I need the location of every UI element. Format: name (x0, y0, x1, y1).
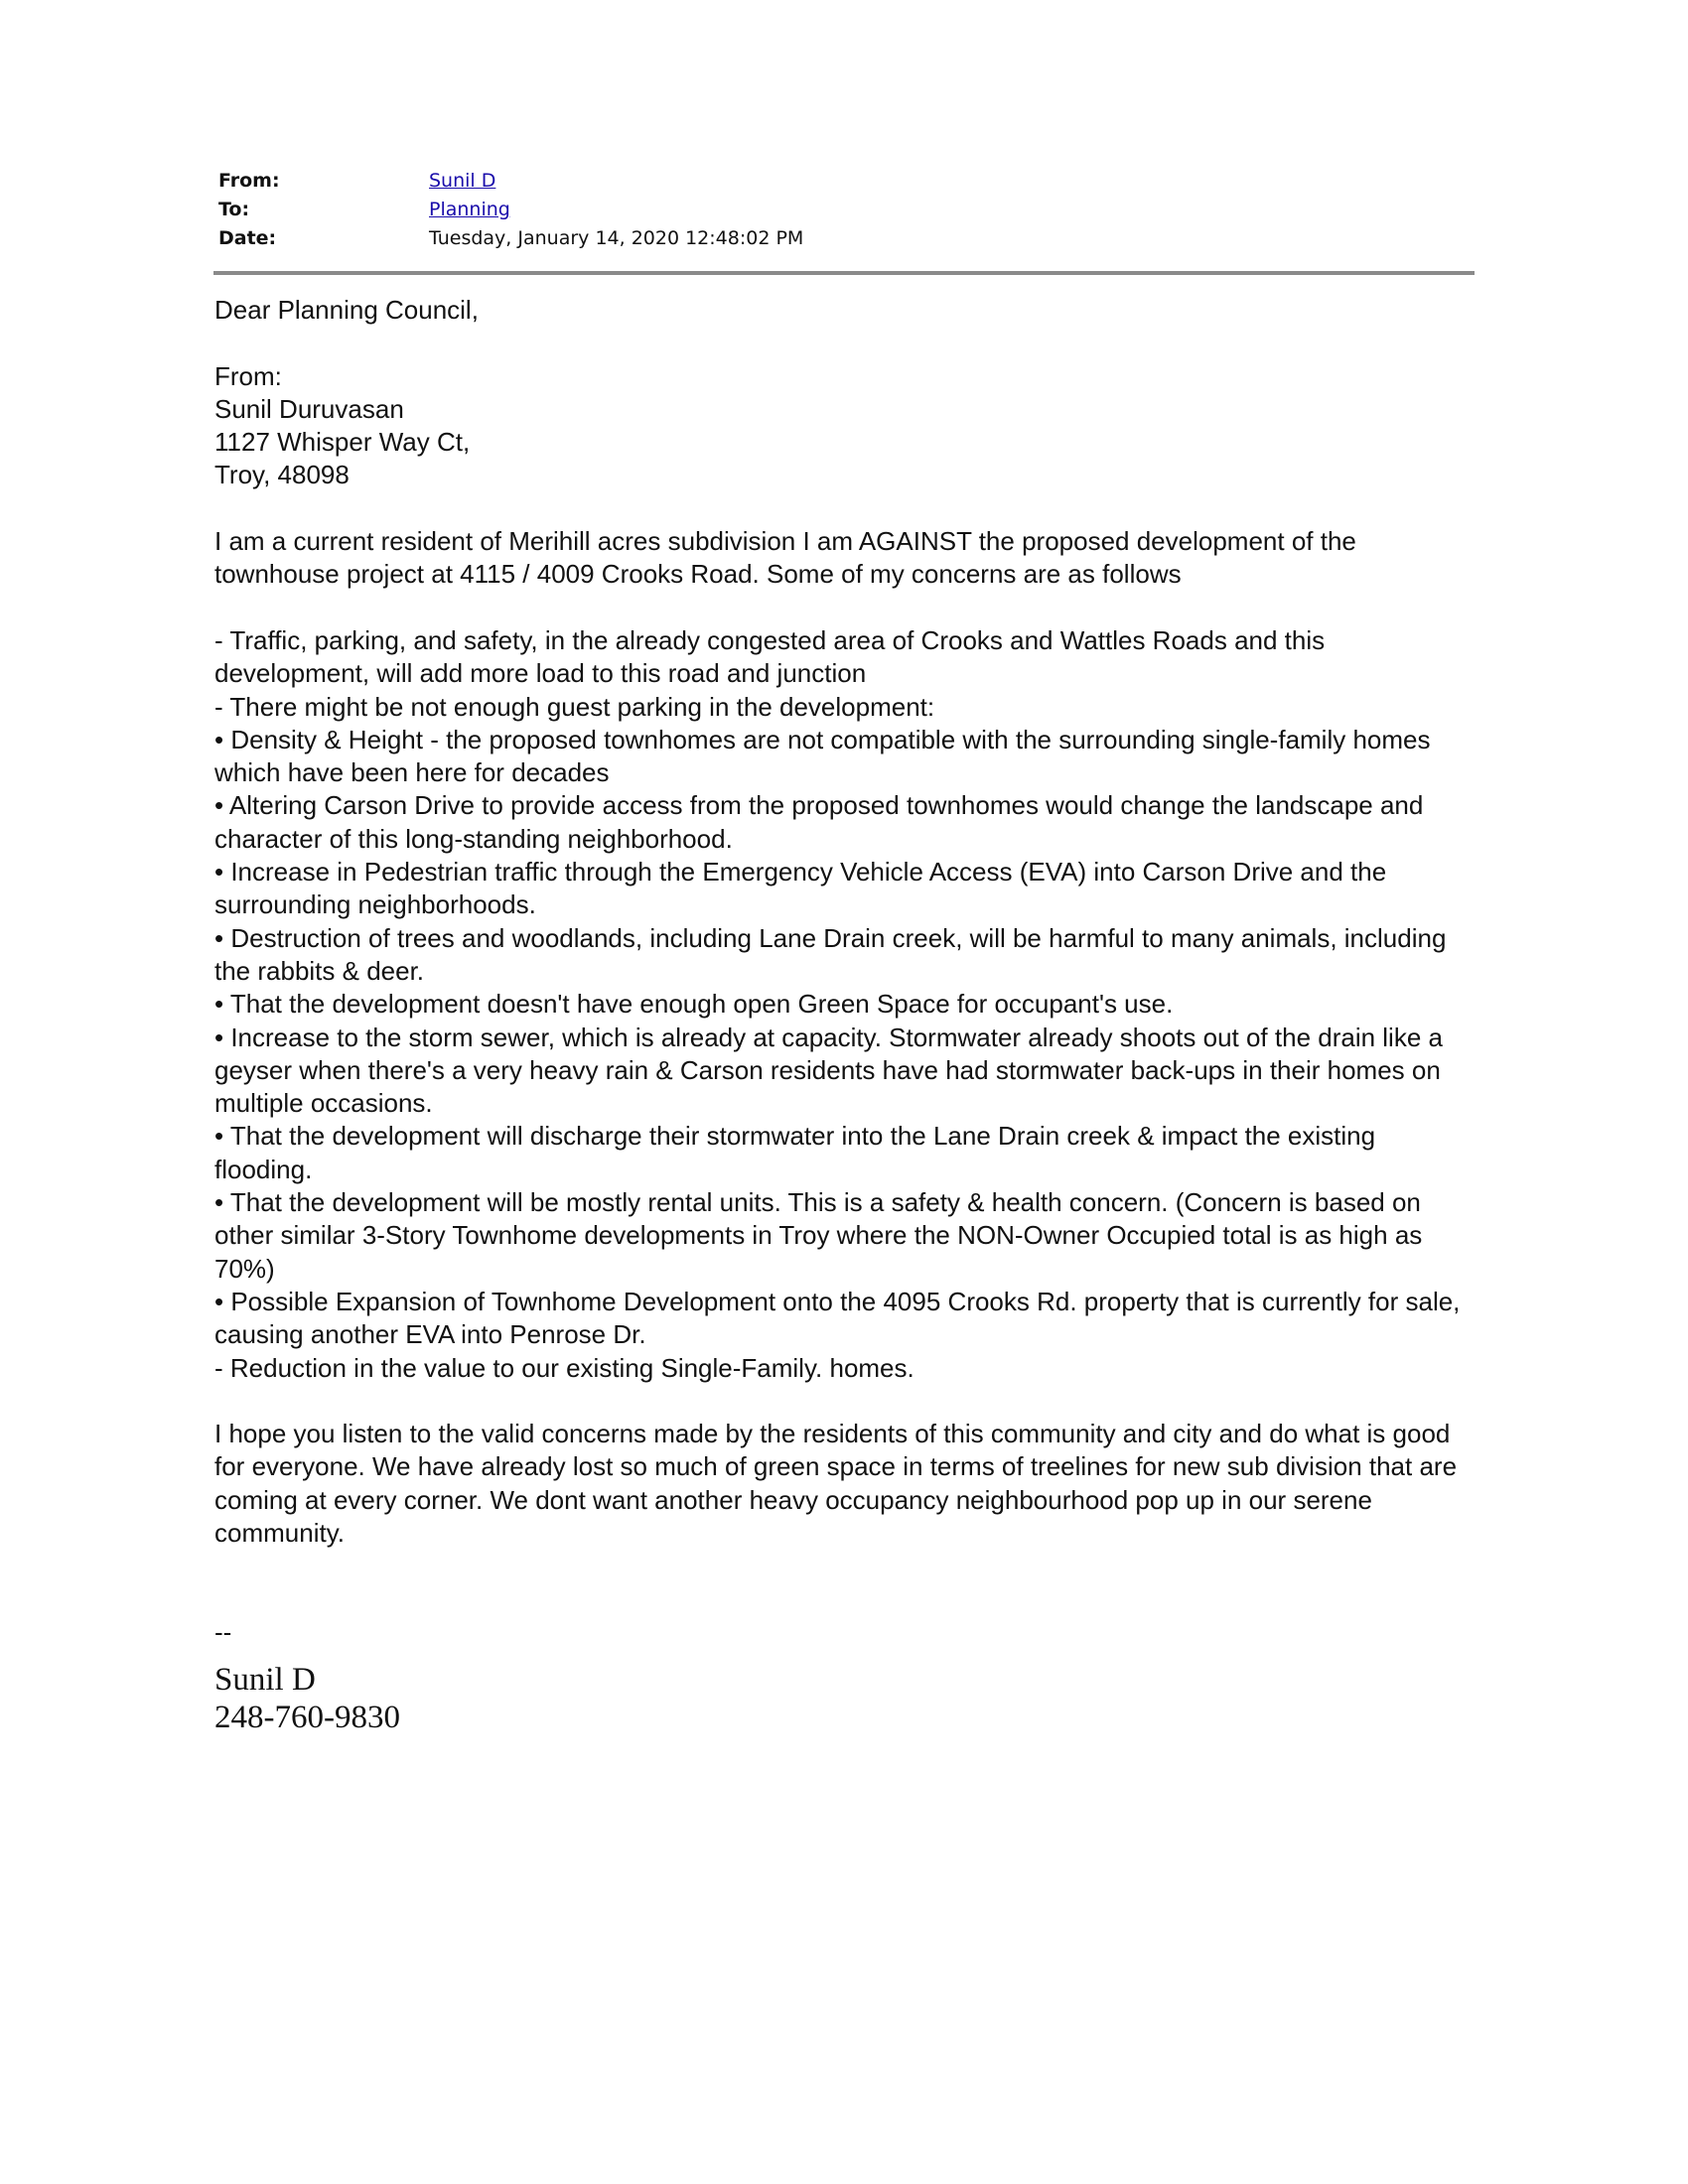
spacer (214, 1550, 1476, 1582)
concern-item: • Possible Expansion of Townhome Development onto the 4095 Crooks Rd. property that is currently for sale, causing another EVA into Penrose Dr. (214, 1286, 1461, 1350)
email-body (214, 294, 1476, 1649)
intro-paragraph: I am a current resident of Merihill acres subdivision I am AGAINST the proposed development of the townhouse project at 4115 / 4009 Crooks Road. Some of my concerns are as follows (214, 526, 1356, 590)
concern-item: • That the development will be mostly rental units. This is a safety & health concern. (Concern is based on other similar 3-Story Townhome developments in Troy where the NON-Owner Occupied total is as high as 70%) (214, 1187, 1423, 1284)
concern-item: • Destruction of trees and woodlands, including Lane Drain creek, will be harmful to many animals, including the rabbits & deer. (214, 922, 1447, 986)
to-row (216, 196, 1468, 224)
concern-item: • Altering Carson Drive to provide access from the proposed townhomes would change the landscape and character of this long-standing neighborhood. (214, 790, 1424, 854)
sender-line: Troy, 48098 (214, 460, 350, 490)
signature-phone: 248-760-9830 (214, 1700, 400, 1735)
sender-line: From: (214, 360, 282, 391)
spacer (214, 1583, 1476, 1616)
spacer (214, 1385, 1476, 1418)
from-label: From: (218, 170, 280, 192)
date-label: Date: (218, 227, 277, 249)
signature-name: Sunil D (214, 1662, 316, 1698)
concern-item: • That the development doesn't have enough open Green Space for occupant's use. (214, 989, 1174, 1020)
date-value: Tuesday, January 14, 2020 12:48:02 PM (429, 227, 804, 249)
date-row (216, 224, 1468, 253)
from-row (216, 167, 1468, 196)
greeting: Dear Planning Council, (214, 295, 479, 325)
concern-item: - There might be not enough guest parking in the development: (214, 691, 935, 722)
spacer (214, 592, 1476, 624)
spacer (214, 492, 1476, 525)
to-recipient-link[interactable]: Planning (429, 199, 510, 220)
sender-line: 1127 Whisper Way Ct, (214, 427, 471, 458)
to-label: To: (218, 199, 250, 220)
sender-address-block (214, 360, 1476, 492)
signature-separator: -- (214, 1616, 232, 1647)
spacer (214, 327, 1476, 359)
email-header (216, 167, 1468, 253)
concerns-list (214, 624, 1476, 1385)
concern-item: • Density & Height - the proposed townhomes are not compatible with the surrounding single-family homes which have been here for decades (214, 724, 1431, 788)
concern-item: • Increase in Pedestrian traffic through the Emergency Vehicle Access (EVA) into Carson Drive and the surrounding neighborhoods. (214, 857, 1387, 920)
from-sender-link[interactable]: Sunil D (429, 170, 496, 192)
concern-item: - Traffic, parking, and safety, in the already congested area of Crooks and Wattles Roads and this development, will add more load to this road and junction (214, 624, 1326, 689)
concern-item: - Reduction in the value to our existing Single-Family. homes. (214, 1352, 914, 1383)
header-divider (213, 271, 1475, 275)
concern-item: • Increase to the storm sewer, which is already at capacity. Stormwater already shoots out of the drain like a geyser when there's a very heavy rain & Carson residents have had stormwater back-ups in their homes on multiple occasions. (214, 1022, 1443, 1119)
sender-line: Sunil Duruvasan (214, 393, 404, 424)
signature-block (214, 1661, 400, 1736)
concern-item: • That the development will discharge their stormwater into the Lane Drain creek & impact the existing flooding. (214, 1121, 1376, 1184)
closing-paragraph: I hope you listen to the valid concerns made by the residents of this community and city and do what is good for everyone. We have already lost so much of green space in terms of treelines for new sub division that are coming at every corner. We dont want another heavy occupancy neighbourhood pop up in our serene community. (214, 1419, 1458, 1548)
